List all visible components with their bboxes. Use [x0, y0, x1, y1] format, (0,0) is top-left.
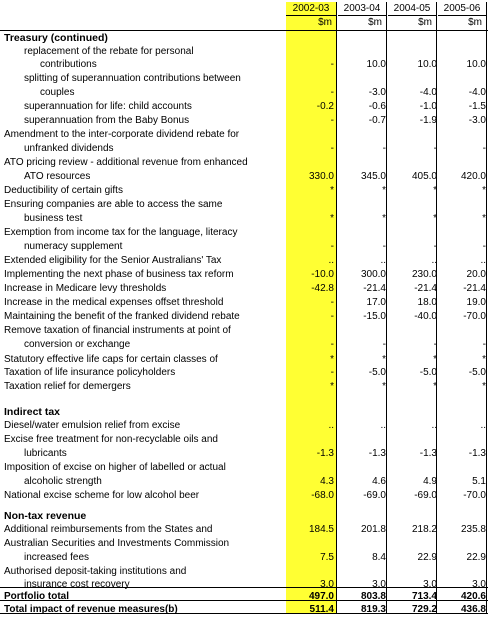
- row-label: Taxation relief for demergers: [4, 381, 131, 392]
- cell-2005-06: 436.8: [460, 604, 486, 615]
- table-row: [0, 380, 488, 394]
- cell-2003-04: -0.7: [368, 115, 386, 126]
- cell-2005-06: 20.0: [466, 269, 486, 280]
- cell-2005-06: -: [482, 339, 486, 350]
- table-row: [0, 338, 488, 352]
- table-row: [0, 523, 488, 537]
- table-row: [0, 142, 488, 156]
- cell-2004-05: *: [433, 213, 437, 224]
- table-row: [0, 268, 488, 282]
- column-unit: $m: [368, 17, 382, 28]
- table-row: [0, 366, 488, 380]
- row-label: conversion or exchange: [24, 339, 131, 350]
- cell-2004-05: 3.0: [423, 579, 437, 590]
- row-label: business test: [24, 213, 83, 224]
- cell-2005-06: -70.0: [463, 490, 486, 501]
- row-label: Taxation of life insurance policyholders: [4, 367, 176, 378]
- row-label: Treasury (continued): [4, 32, 108, 44]
- table-row: [0, 282, 488, 296]
- cell-2005-06: 22.9: [466, 552, 486, 563]
- cell-2005-06: -3.0: [468, 115, 486, 126]
- column-year: 2003-04: [338, 2, 386, 16]
- row-label: superannuation from the Baby Bonus: [24, 115, 190, 126]
- table-row: [0, 509, 488, 523]
- table-row: [0, 475, 488, 489]
- table-row: [0, 45, 488, 59]
- table-row: [0, 128, 488, 142]
- cell-2004-05: ..: [431, 255, 437, 266]
- cell-2003-04: 3.0: [372, 579, 386, 590]
- cell-2003-04: 819.3: [360, 604, 386, 615]
- cell-2005-06: ..: [480, 255, 486, 266]
- cell-2002-03: 330.0: [308, 171, 334, 182]
- row-label: Statutory effective life caps for certain classes of: [4, 354, 218, 365]
- row-label: insurance cost recovery: [24, 579, 130, 590]
- cell-2004-05: *: [433, 354, 437, 365]
- cell-2002-03: -68.0: [311, 490, 334, 501]
- cell-2005-06: -: [482, 241, 486, 252]
- cell-2005-06: 3.0: [472, 579, 486, 590]
- cell-2002-03: -: [330, 311, 334, 322]
- row-label: Total impact of revenue measures(b): [4, 604, 178, 615]
- cell-2002-03: -: [330, 59, 334, 70]
- cell-2004-05: -: [433, 143, 437, 154]
- cell-2005-06: 5.1: [472, 476, 486, 487]
- cell-2002-03: ..: [328, 255, 334, 266]
- cell-2002-03: *: [330, 381, 334, 392]
- table-row: [0, 156, 488, 170]
- row-label: Amendment to the inter-corporate dividend rebate for: [4, 129, 240, 140]
- column-year: 2002-03: [286, 2, 336, 16]
- cell-2002-03: -1.3: [316, 448, 334, 459]
- table-row: [0, 310, 488, 324]
- cell-2004-05: -5.0: [419, 367, 437, 378]
- column-unit: $m: [468, 17, 482, 28]
- cell-2005-06: -5.0: [468, 367, 486, 378]
- cell-2005-06: -4.0: [468, 87, 486, 98]
- row-label: ATO resources: [24, 171, 91, 182]
- table-row: [0, 58, 488, 72]
- table-row: [0, 461, 488, 475]
- table-row: [0, 198, 488, 212]
- cell-2005-06: 19.0: [466, 297, 486, 308]
- cell-2002-03: 497.0: [308, 591, 334, 602]
- cell-2005-06: 10.0: [466, 59, 486, 70]
- table-row: [0, 226, 488, 240]
- cell-2004-05: -: [433, 241, 437, 252]
- table-row: [0, 447, 488, 461]
- cell-2004-05: 230.0: [411, 269, 437, 280]
- row-label: Imposition of excise on higher of labelled or actual: [4, 462, 226, 473]
- cell-2004-05: 22.9: [417, 552, 437, 563]
- cell-2002-03: ..: [328, 420, 334, 431]
- row-label: replacement of the rebate for personal: [24, 46, 194, 57]
- cell-2003-04: -3.0: [368, 87, 386, 98]
- row-label: Indirect tax: [4, 406, 61, 418]
- column-unit: $m: [318, 17, 332, 28]
- table-row: [0, 254, 488, 268]
- cell-2002-03: -: [330, 143, 334, 154]
- table-row: [0, 184, 488, 198]
- table-row: [0, 405, 488, 419]
- column-header-3: [438, 2, 486, 30]
- cell-2005-06: 420.0: [460, 171, 486, 182]
- cell-2004-05: *: [433, 381, 437, 392]
- cell-2004-05: 729.2: [411, 604, 437, 615]
- row-label: lubricants: [24, 448, 67, 459]
- table-row: [0, 433, 488, 447]
- table-row: [0, 590, 488, 604]
- cell-2003-04: ..: [380, 420, 386, 431]
- row-label: Implementing the next phase of business tax reform: [4, 269, 234, 280]
- cell-2002-03: -10.0: [311, 269, 334, 280]
- cell-2005-06: -: [482, 143, 486, 154]
- cell-2004-05: -21.4: [414, 283, 437, 294]
- row-label: Australian Securities and Investments Commission: [4, 538, 230, 549]
- cell-2003-04: 803.8: [360, 591, 386, 602]
- row-label: Portfolio total: [4, 591, 69, 602]
- cell-2002-03: -: [330, 87, 334, 98]
- cell-2002-03: -: [330, 367, 334, 378]
- cell-2004-05: -1.3: [419, 448, 437, 459]
- table-row: [0, 100, 488, 114]
- cell-2004-05: -: [433, 339, 437, 350]
- cell-2002-03: *: [330, 354, 334, 365]
- cell-2005-06: *: [482, 185, 486, 196]
- table-row: [0, 551, 488, 565]
- row-label: Excise free treatment for non-recyclable oils and: [4, 434, 218, 445]
- cell-2003-04: 300.0: [360, 269, 386, 280]
- cell-2005-06: -70.0: [463, 311, 486, 322]
- row-label: Extended eligibility for the Senior Australians' Tax: [4, 255, 222, 266]
- cell-2003-04: 8.4: [372, 552, 386, 563]
- cell-2002-03: *: [330, 213, 334, 224]
- cell-2005-06: -1.5: [468, 101, 486, 112]
- row-label: numeracy supplement: [24, 241, 123, 252]
- row-label: alcoholic strength: [24, 476, 102, 487]
- table-row: [0, 72, 488, 86]
- cell-2002-03: -0.2: [316, 101, 334, 112]
- row-label: splitting of superannuation contributions between: [24, 73, 241, 84]
- row-label: ATO pricing review - additional revenue from enhanced: [4, 157, 248, 168]
- cell-2005-06: -21.4: [463, 283, 486, 294]
- cell-2002-03: *: [330, 185, 334, 196]
- row-label: couples: [40, 87, 75, 98]
- row-label: unfranked dividends: [24, 143, 114, 154]
- table-row: [0, 296, 488, 310]
- row-label: increased fees: [24, 552, 90, 563]
- cell-2002-03: 511.4: [309, 604, 334, 615]
- row-label: Increase in Medicare levy thresholds: [4, 283, 167, 294]
- row-label: Maintaining the benefit of the franked dividend rebate: [4, 311, 240, 322]
- row-label: Additional reimbursements from the States and: [4, 524, 213, 535]
- cell-2003-04: 345.0: [360, 171, 386, 182]
- table-row: [0, 170, 488, 184]
- table-row: [0, 353, 488, 367]
- column-year: 2004-05: [388, 2, 436, 16]
- cell-2002-03: -42.8: [311, 283, 334, 294]
- cell-2003-04: -: [382, 339, 386, 350]
- cell-2003-04: *: [382, 213, 386, 224]
- cell-2004-05: *: [433, 185, 437, 196]
- cell-2003-04: 201.8: [360, 524, 386, 535]
- row-label: Ensuring companies are able to access the same: [4, 199, 223, 210]
- column-year: 2005-06: [438, 2, 486, 16]
- cell-2005-06: ..: [480, 420, 486, 431]
- table-row: [0, 324, 488, 338]
- cell-2003-04: ..: [380, 255, 386, 266]
- cell-2002-03: 4.3: [320, 476, 334, 487]
- cell-2003-04: -: [382, 143, 386, 154]
- table-row: [0, 31, 488, 45]
- cell-2005-06: *: [482, 381, 486, 392]
- cell-2003-04: -69.0: [363, 490, 386, 501]
- cell-2003-04: -21.4: [363, 283, 386, 294]
- cell-2003-04: *: [382, 381, 386, 392]
- table-row: [0, 86, 488, 100]
- cell-2002-03: -: [330, 339, 334, 350]
- row-label: Non-tax revenue: [4, 510, 87, 522]
- cell-2004-05: 405.0: [411, 171, 437, 182]
- table-row: [0, 489, 488, 503]
- cell-2003-04: -5.0: [368, 367, 386, 378]
- cell-2004-05: 4.9: [423, 476, 437, 487]
- table-row: [0, 240, 488, 254]
- cell-2003-04: -1.3: [368, 448, 386, 459]
- cell-2003-04: -0.6: [368, 101, 386, 112]
- cell-2004-05: 713.4: [411, 591, 437, 602]
- row-label: Remove taxation of financial instruments at point of: [4, 325, 231, 336]
- cell-2004-05: -4.0: [419, 87, 437, 98]
- cell-2002-03: -: [330, 241, 334, 252]
- cell-2003-04: 10.0: [366, 59, 386, 70]
- column-header-2: [388, 2, 436, 30]
- row-label: National excise scheme for low alcohol beer: [4, 490, 200, 501]
- column-header-1: [338, 2, 386, 30]
- column-header-0: [286, 2, 336, 30]
- cell-2004-05: 218.2: [411, 524, 437, 535]
- row-label: Increase in the medical expenses offset threshold: [4, 297, 224, 308]
- cell-2002-03: -: [330, 297, 334, 308]
- cell-2004-05: -69.0: [414, 490, 437, 501]
- table-row: [0, 565, 488, 579]
- cell-2004-05: -1.9: [419, 115, 437, 126]
- cell-2002-03: 3.0: [320, 579, 334, 590]
- cell-2004-05: 10.0: [417, 59, 437, 70]
- table-row: [0, 537, 488, 551]
- table-row: [0, 419, 488, 433]
- cell-2005-06: -1.3: [468, 448, 486, 459]
- cell-2005-06: *: [482, 213, 486, 224]
- cell-2003-04: -: [382, 241, 386, 252]
- cell-2005-06: 235.8: [460, 524, 486, 535]
- cell-2003-04: *: [382, 185, 386, 196]
- table-row: [0, 114, 488, 128]
- column-unit: $m: [418, 17, 432, 28]
- row-label: Exemption from income tax for the language, literacy: [4, 227, 238, 238]
- cell-2004-05: 18.0: [417, 297, 437, 308]
- cell-2003-04: -15.0: [363, 311, 386, 322]
- cell-2003-04: 17.0: [366, 297, 386, 308]
- cell-2004-05: ..: [431, 420, 437, 431]
- cell-2002-03: 7.5: [320, 552, 334, 563]
- row-label: Diesel/water emulsion relief from excise: [4, 420, 181, 431]
- cell-2005-06: 420.6: [460, 591, 486, 602]
- cell-2004-05: -1.0: [419, 101, 437, 112]
- cell-2002-03: -: [330, 115, 334, 126]
- row-label: Deductibility of certain gifts: [4, 185, 123, 196]
- row-label: Authorised deposit-taking institutions and: [4, 566, 187, 577]
- cell-2003-04: *: [382, 354, 386, 365]
- row-label: superannuation for life: child accounts: [24, 101, 192, 112]
- cell-2004-05: -40.0: [414, 311, 437, 322]
- row-label: contributions: [40, 59, 97, 70]
- cell-2002-03: 184.5: [308, 524, 334, 535]
- cell-2005-06: *: [482, 354, 486, 365]
- cell-2003-04: 4.6: [372, 476, 386, 487]
- table-row: [0, 212, 488, 226]
